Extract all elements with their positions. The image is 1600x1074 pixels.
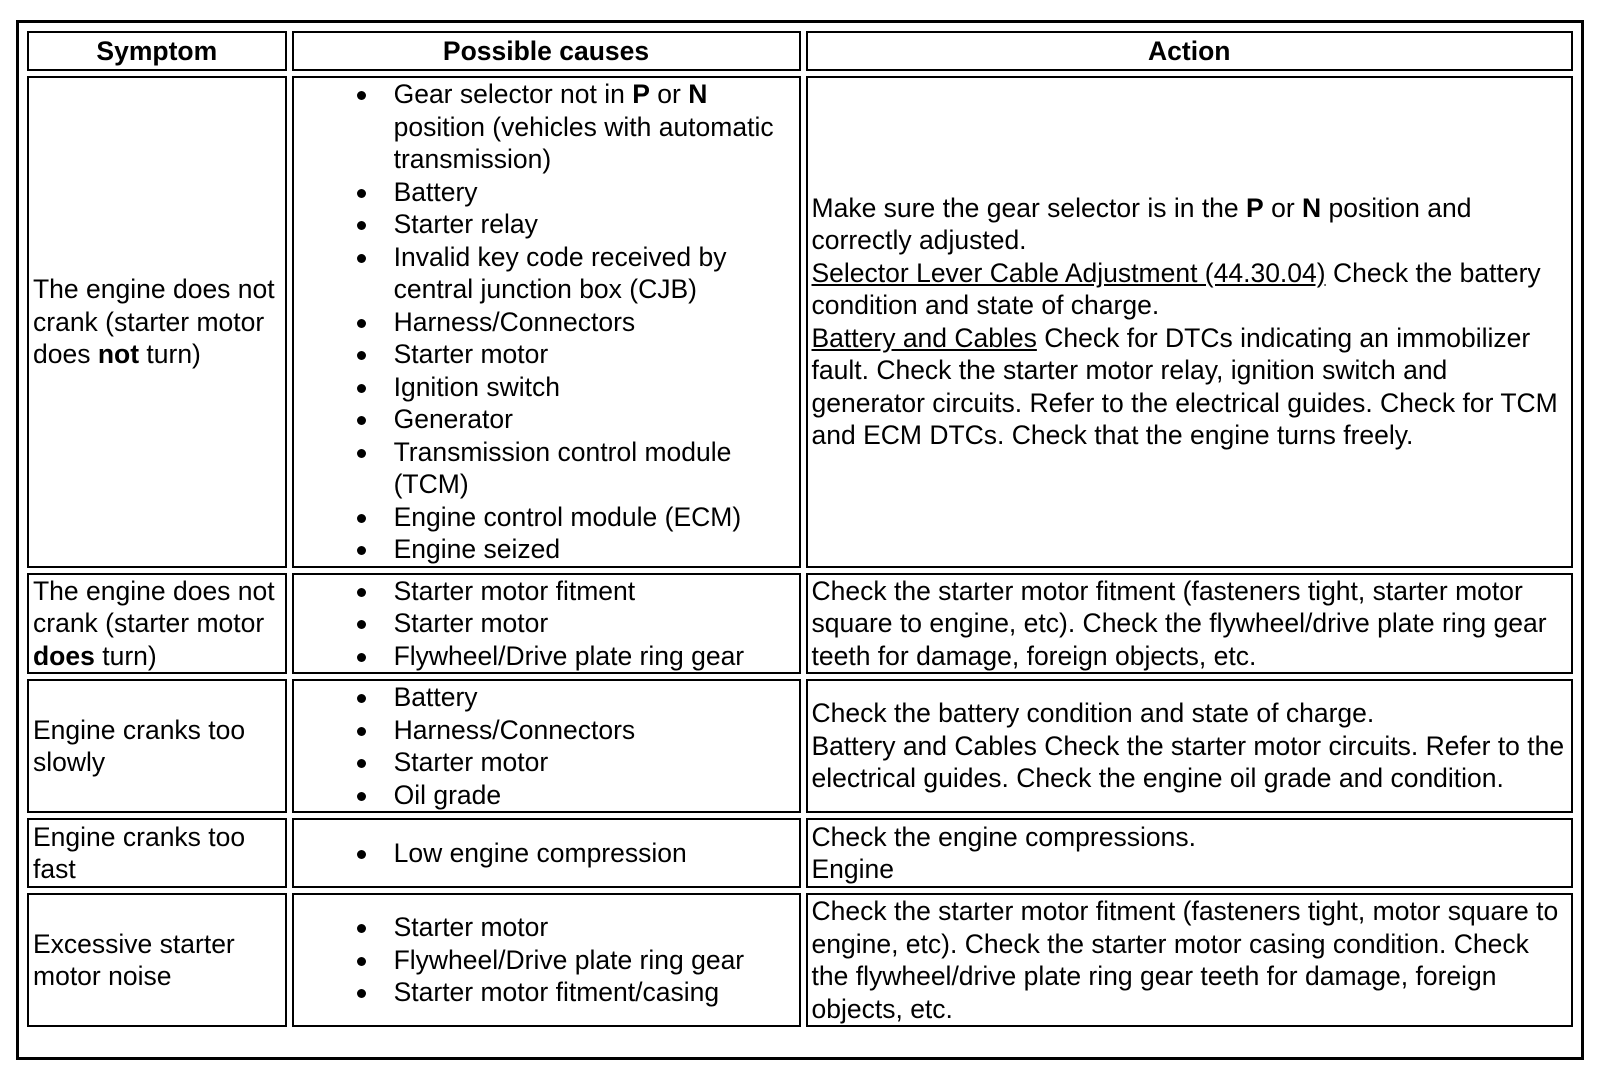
causes-cell [292, 76, 801, 568]
list-item: Harness/Connectors [394, 306, 795, 339]
list-item: Starter motor [394, 746, 795, 779]
action-cell: Check the engine compressions. Engine [806, 818, 1574, 888]
list-item: Battery [394, 176, 795, 209]
list-item: Ignition switch [394, 371, 795, 404]
list-item: Engine control module (ECM) [394, 501, 795, 534]
action-cell: Check the starter motor fitment (fasteners tight, motor square to engine, etc). Check the starter motor casing condition. Check the flywheel/drive plate ring gear teeth for damage, foreign objects, etc. [806, 893, 1574, 1027]
battery-and-cables-link[interactable]: Battery and Cables [811, 322, 1037, 353]
symptom-emphasis: not [97, 339, 140, 369]
list-item: Starter motor [394, 911, 795, 944]
header-row [27, 31, 1573, 71]
list-item: Engine seized [394, 533, 795, 566]
selector-lever-cable-link[interactable]: Selector Lever Cable Adjustment (44.30.04) [811, 257, 1326, 288]
list-item: Starter motor [394, 607, 795, 640]
list-item: Harness/Connectors [394, 714, 795, 747]
symptom-emphasis: does [33, 640, 95, 671]
diagnostic-table-frame [16, 20, 1584, 1060]
header-action: Action [806, 31, 1574, 71]
causes-list [298, 837, 795, 870]
symptom-text-end: turn) [139, 339, 201, 369]
causes-list [298, 911, 795, 1009]
list-item: Transmission control module (TCM) [394, 436, 795, 501]
table-row [27, 573, 1573, 675]
action-cell: Check the starter motor fitment (fasteners tight, starter motor square to engine, etc). Check the flywheel/drive plate ring gear teeth for damage, foreign objects, etc. [806, 573, 1574, 675]
action-cell: Make sure the gear selector is in the P or N position and correctly adjusted. Selector Lever Cable Adjustment (44.30.04) Check the battery condition and state of charge. Battery and Cables Check for DTCs indicating an immobilizer fault. Check the starter motor relay, ignition switch and generator circuits. Refer to the electrical guides. Check for TCM and ECM DTCs. Check that the engine turns freely. [806, 76, 1574, 568]
causes-cell [292, 893, 801, 1027]
symptom-cell: Engine cranks too slowly [27, 679, 287, 813]
causes-cell [292, 679, 801, 813]
causes-cell [292, 573, 801, 675]
list-item: Starter motor [394, 338, 795, 371]
header-possible-causes: Possible causes [292, 31, 801, 71]
list-item: Oil grade [394, 779, 795, 812]
table-row [27, 893, 1573, 1027]
symptom-text: The engine does not crank (starter motor does [33, 274, 275, 369]
gear-n: N [688, 79, 708, 109]
list-item: Generator [394, 403, 795, 436]
symptom-cell: The engine does not crank (starter motor does turn) [27, 573, 287, 675]
causes-list [298, 575, 795, 673]
table-row [27, 76, 1573, 568]
list-item: Battery [394, 681, 795, 714]
causes-list [298, 681, 795, 811]
list-item: Flywheel/Drive plate ring gear [394, 944, 795, 977]
symptom-cell [27, 76, 287, 568]
causes-cell [292, 818, 801, 888]
header-symptom: Symptom [27, 31, 287, 71]
symptom-cell: Excessive starter motor noise [27, 893, 287, 1027]
list-item: Flywheel/Drive plate ring gear [394, 640, 795, 673]
list-item: Starter relay [394, 208, 795, 241]
list-item: Starter motor fitment [394, 575, 795, 608]
action-cell: Check the battery condition and state of charge. Battery and Cables Check the starter motor circuits. Refer to the electrical guides. Check the engine oil grade and condition. [806, 679, 1574, 813]
table-row [27, 679, 1573, 813]
table-row [27, 818, 1573, 888]
symptom-cell: Engine cranks too fast [27, 818, 287, 888]
gear-p: P [632, 79, 650, 109]
list-item: Invalid key code received by central junction box (CJB) [394, 241, 795, 306]
list-item: Gear selector not in P or N position (vehicles with automatic transmission) [394, 78, 795, 176]
symptom-chart-table [22, 26, 1578, 1032]
causes-list [298, 78, 795, 566]
list-item: Starter motor fitment/casing [394, 976, 795, 1009]
list-item: Low engine compression [394, 837, 795, 870]
